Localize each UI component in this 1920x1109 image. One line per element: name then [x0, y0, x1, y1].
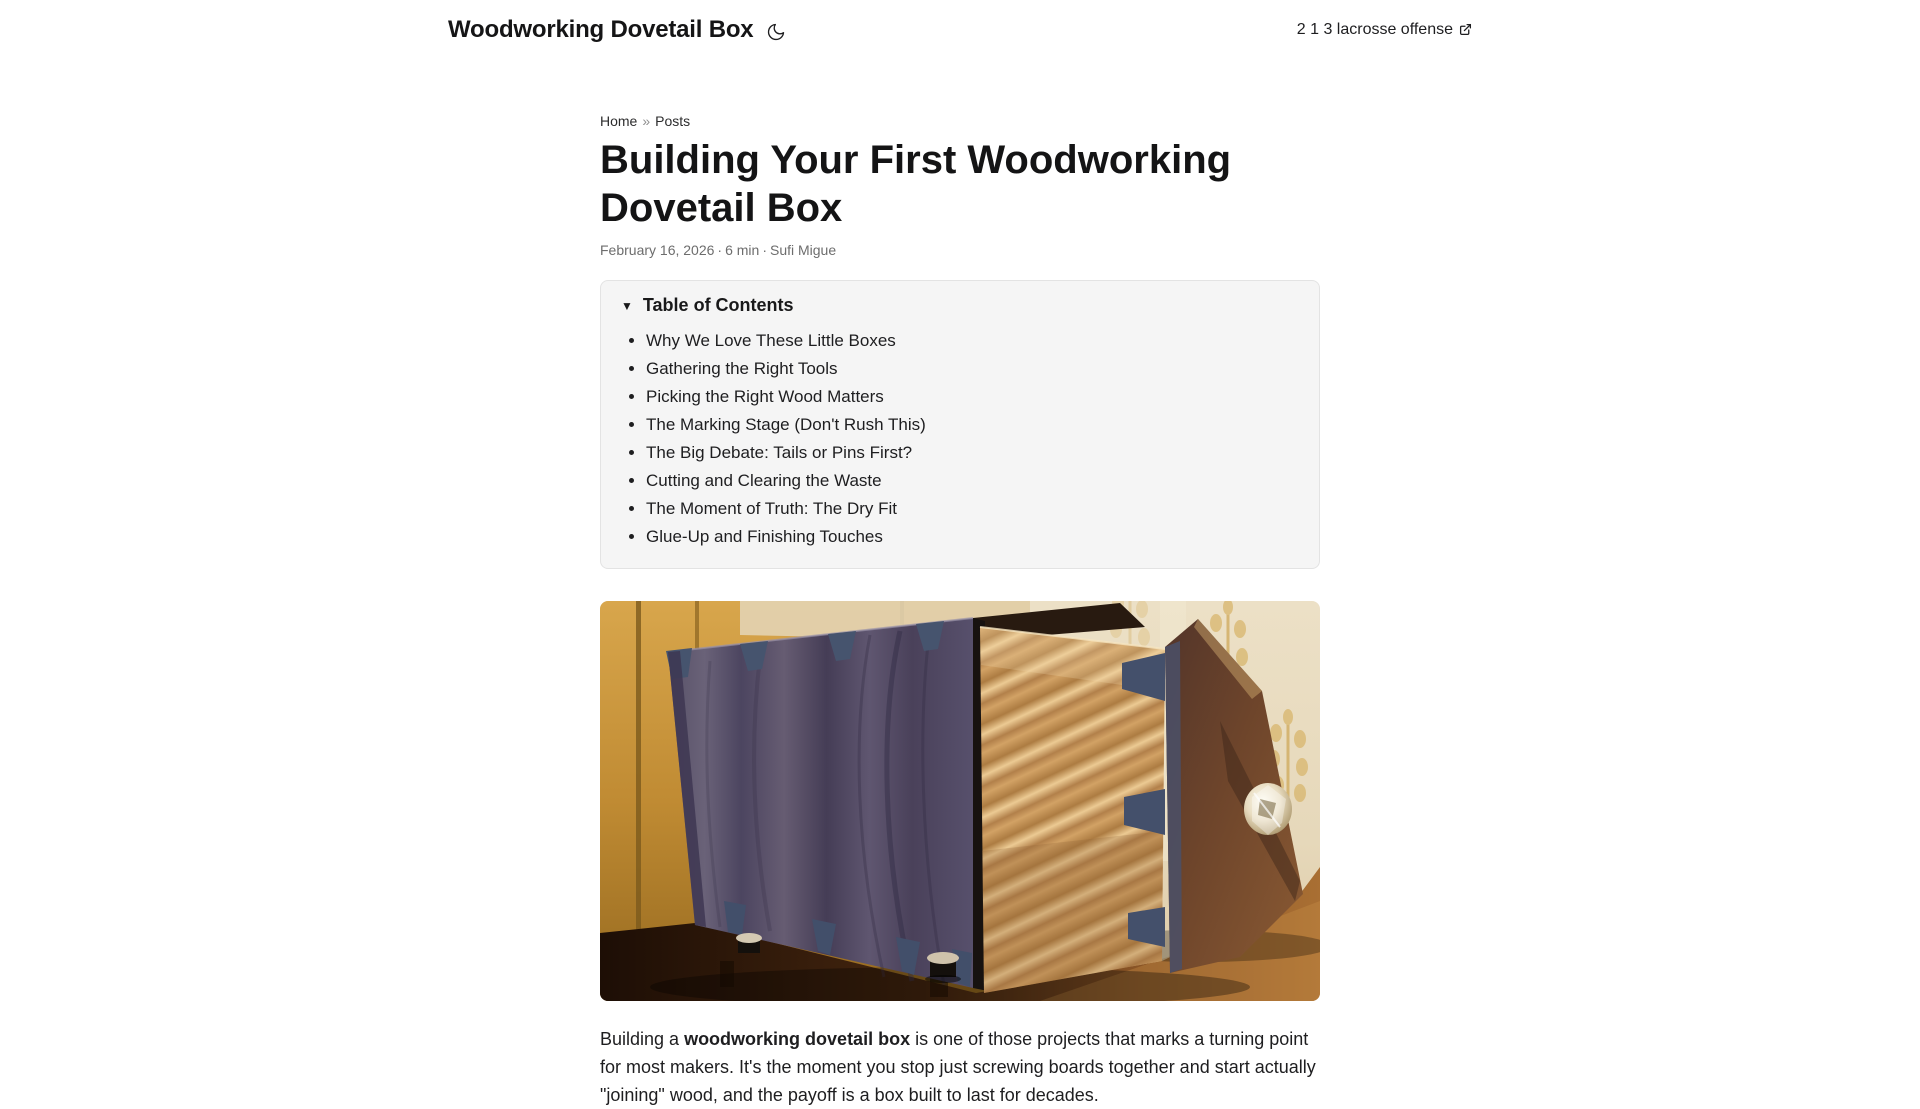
site-menu — [1297, 21, 1472, 39]
breadcrumb-home-link[interactable]: Home — [600, 113, 638, 129]
intro-paragraph — [600, 1025, 1320, 1109]
article-image — [600, 601, 1320, 1001]
toc-item — [646, 467, 1299, 495]
site-header — [432, 0, 1488, 60]
intro-prefix: Building a — [600, 1029, 685, 1049]
collapse-triangle-icon: ▼ — [621, 298, 633, 313]
toc-link[interactable]: Why We Love These Little Boxes — [646, 331, 896, 350]
toc-item — [646, 411, 1299, 439]
intro-rest: is one of those projects that marks a turning point for most makers. It's the moment you stop just screwing boards together and start actually "joining" wood, and the payoff is a box built to last for decades. — [600, 1029, 1316, 1105]
breadcrumb — [600, 113, 1320, 129]
post-author: Sufi Migue — [769, 242, 837, 258]
moon-icon — [766, 22, 786, 42]
toc-item — [646, 495, 1299, 523]
dovetail-box-photo — [600, 601, 1320, 1001]
toc-link[interactable]: The Moment of Truth: The Dry Fit — [646, 499, 897, 518]
read-time: 6 min — [725, 242, 760, 258]
toc-link[interactable]: The Big Debate: Tails or Pins First? — [646, 443, 913, 462]
toc-link[interactable]: Glue-Up and Finishing Touches — [646, 527, 883, 546]
logo-area — [448, 16, 786, 44]
toc-title: Table of Contents — [642, 295, 794, 315]
toc-link[interactable]: Picking the Right Wood Matters — [646, 387, 884, 406]
toc-item — [646, 439, 1299, 467]
toc-link[interactable]: The Marking Stage (Don't Rush This) — [646, 415, 926, 434]
meta-separator: · — [762, 242, 767, 258]
toc-link[interactable]: Gathering the Right Tools — [646, 359, 838, 378]
page-title: Building Your First Woodworking Dovetail Box — [600, 138, 1232, 230]
post-date: February 16, 2026 — [600, 242, 715, 258]
toc-list — [621, 327, 1299, 551]
intro-bold-phrase: woodworking dovetail box — [684, 1029, 911, 1049]
toc-item — [646, 327, 1299, 355]
drawer-maple-side — [980, 627, 1165, 993]
crystal-knob — [1244, 783, 1292, 835]
toc-link[interactable]: Cutting and Clearing the Waste — [646, 471, 882, 490]
table-of-contents — [600, 280, 1320, 569]
menu-item-label: 2 1 3 lacrosse offense — [1296, 21, 1453, 38]
external-link-icon — [1459, 23, 1472, 36]
toc-summary[interactable] — [621, 295, 1299, 316]
toc-item — [646, 383, 1299, 411]
breadcrumb-posts-link[interactable]: Posts — [655, 113, 691, 129]
menu-item-lacrosse-offense[interactable] — [1297, 21, 1472, 39]
site-title-link[interactable]: Woodworking Dovetail Box — [448, 16, 754, 43]
post-meta — [600, 242, 1320, 258]
meta-separator: · — [717, 242, 723, 258]
breadcrumb-separator: » — [642, 113, 651, 129]
post-main — [600, 113, 1320, 1109]
toc-item — [646, 355, 1299, 383]
toc-item — [646, 523, 1299, 551]
theme-toggle-button[interactable] — [766, 22, 786, 42]
